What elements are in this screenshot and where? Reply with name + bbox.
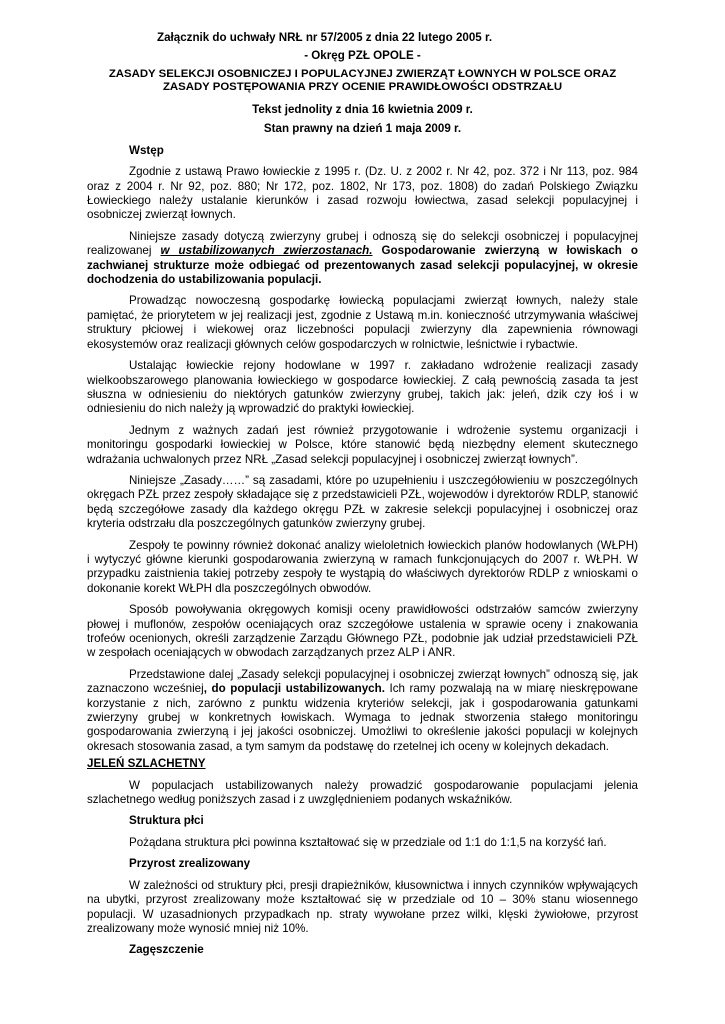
paragraph-3: Prowadząc nowoczesną gospodarkę łowiecką populacjami zwierząt łownych, należy stale pamiętać, że priorytetem w jej realizacji jest, zgodnie z Ustawą m.in. konieczność utrzymywania właściwej struktury płciowej i wiekowej oraz liczebności populacji zwierzyny dla zapewnienia równowagi ekosystemów oraz realizacji głównych celów gospodarczych w rolnictwie, leśnictwie i rybactwie. (87, 294, 638, 351)
realized-increase-heading: Przyrost zrealizowany (129, 857, 251, 871)
stabilized-populations-emphasis: , do populacji ustabilizowanych. (203, 682, 385, 696)
title-line-1: ZASADY SELEKCJI OSOBNICZEJ I POPULACYJNEJ ZWIERZĄT ŁOWNYCH W POLSCE ORAZ (108, 67, 617, 80)
paragraph-5: Jednym z ważnych zadań jest również przygotowanie i wdrożenie systemu organizacji i monitoringu gospodarki łowieckiej w Polsce, które stanowić będą niezbędny element skutecznego wdrażania uchwalonych przez NRŁ „Zasad selekcji populacyjnej i osobniczej zwierząt łownych”. (87, 423, 638, 466)
paragraph-4: Ustalając łowieckie rejony hodowlane w 1997 r. zakładano wdrożenie realizacji zasady wielkoobszarowego planowania łowieckiego w gospodarce łowieckiej. Z całą pewnością zasada ta jest słuszna w odniesieniu do niektórych gatunków zwierzyny grubej, takich jak: jeleń, dzik czy łoś i w odniesieniu do nich należy ją wprowadzić do praktyki łowieckiej. (87, 359, 638, 416)
district-line: - Okręg PZŁ OPOLE - (304, 49, 421, 63)
paragraph-12: W zależności od struktury płci, presji drapieżników, kłusownictwa i innych czynników wpływających na ubytki, przyrost zrealizowany może kształtować się w przedziale od 10 – 30% stanu wiosennego populacji. W uzasadnionych przypadkach np. straty wywołane przez wilki, klęski żywiołowe, przyrost zrealizowany może wynosić mniej niż 10%. (87, 878, 638, 935)
paragraph-7: Zespoły te powinny również dokonać analizy wieloletnich łowieckich planów hodowlanych (WŁPH) i wytyczyć główne kierunki gospodarowania zwierzyną w ramach funkcjonujących do 2007 r. WŁPH. W przypadku zaistnienia takiej potrzeby zespoły te wystąpią do właściwych dyrektorów RDLP z wnioskami o dokonanie korekt WŁPH dla poszczególnych obwodów. (87, 538, 638, 595)
document-page (87, 31, 638, 958)
title-line-2: ZASADY POSTĘPOWANIA PRZY OCENIE PRAWIDŁOWOŚCI ODSTRZAŁU (162, 81, 563, 94)
consolidated-text-date: Tekst jednolity z dnia 16 kwietnia 2009 r. (252, 103, 473, 116)
paragraph-6: Niniejsze „Zasady……” są zasadami, które po uzupełnieniu i uszczegółowieniu w poszczególnych okręgach PZŁ przez zespoły składające się z przedstawicieli PZŁ, wojewodów i dyrektorów RDLP, stanowić będą szczegółowe zasady dla każdego okręgu PZŁ w zakresie selekcji populacyjnej i osobniczej oraz kryteria odstrzału dla poszczególnych gatunków zwierzyny grubej. (87, 473, 638, 531)
intro-heading: Wstęp (129, 143, 164, 157)
stabilized-emphasis: w ustabilizowanych zwierzostanach. (160, 244, 373, 258)
legal-status-date: Stan prawny na dzień 1 maja 2009 r. (263, 122, 462, 136)
paragraph-2: Niniejsze zasady dotyczą zwierzyny grubej i odnoszą się do selekcji osobniczej i populacyjnej realizowanej w ustabilizowanych zwierzostanach. Gospodarowanie zwierzyną w łowiskach o zachwianej strukturze może odbiegać od prezentowanych zasad selekcji populacyjnej, w okresie dochodzenia do ustabilizowania populacji. (87, 229, 638, 287)
paragraph-11: Pożądana struktura płci powinna kształtować się w przedziale od 1:1 do 1:1,5 na korzyść łań. (129, 835, 607, 849)
paragraph-9: Przedstawione dalej „Zasady selekcji populacyjnej i osobniczej zwierząt łownych” odnoszą się, jak zaznaczono wcześniej, do populacji ustabilizowanych. Ich ramy pozwalają na w miarę nieskrępowane korzystanie z nich, zarówno z punktu widzenia kryteriów selekcji, jak i gospodarowania gatunkami zwierzyny grubej w konkretnych łowiskach. Wymaga to jednak stworzenia stałego monitoringu gospodarowania zwierzyną i jej jakości osobniczej. Umożliwi to określenie jakości populacji w kolejnych okresach stosowania zasad, a tym samym da podstawę do rzetelnej ich oceny w kolejnych dekadach. (87, 667, 638, 753)
red-deer-heading: JELEŃ SZLACHETNY (87, 757, 206, 771)
density-heading: Zagęszczenie (129, 943, 204, 957)
paragraph-1: Zgodnie z ustawą Prawo łowieckie z 1995 r. (Dz. U. z 2002 r. Nr 42, poz. 372 i Nr 113, poz. 984 oraz z 2004 r. Nr 92, poz. 880; Nr 172, poz. 1802, Nr 173, poz. 1808) do zadań Polskiego Związku Łowieckiego należy ustalanie kierunków i zasad rozwoju łowiectwa, zasad selekcji populacyjnej i osobniczej zwierząt łownych. (87, 165, 638, 222)
paragraph-8: Sposób powoływania okręgowych komisji oceny prawidłowości odstrzałów samców zwierzyny płowej i muflonów, zespołów oceniających oraz szczegółowe ustalenia w sprawie oceny i znakowania trofeów ocenionych, określi zarządzenie Zarządu Głównego PZŁ, podobnie jak udział przedstawicieli PZŁ w zespołach oceniających w obwodach zarządzanych przez ALP i ANR. (87, 603, 638, 660)
paragraph-10: W populacjach ustabilizowanych należy prowadzić gospodarowanie populacjami jelenia szlachetnego według poniższych zasad i z uwzględnieniem podanych wskaźników. (87, 778, 638, 807)
sex-structure-heading: Struktura płci (129, 814, 204, 828)
document-title (87, 68, 638, 95)
annex-line: Załącznik do uchwały NRŁ nr 57/2005 z dnia 22 lutego 2005 r. (157, 31, 493, 44)
